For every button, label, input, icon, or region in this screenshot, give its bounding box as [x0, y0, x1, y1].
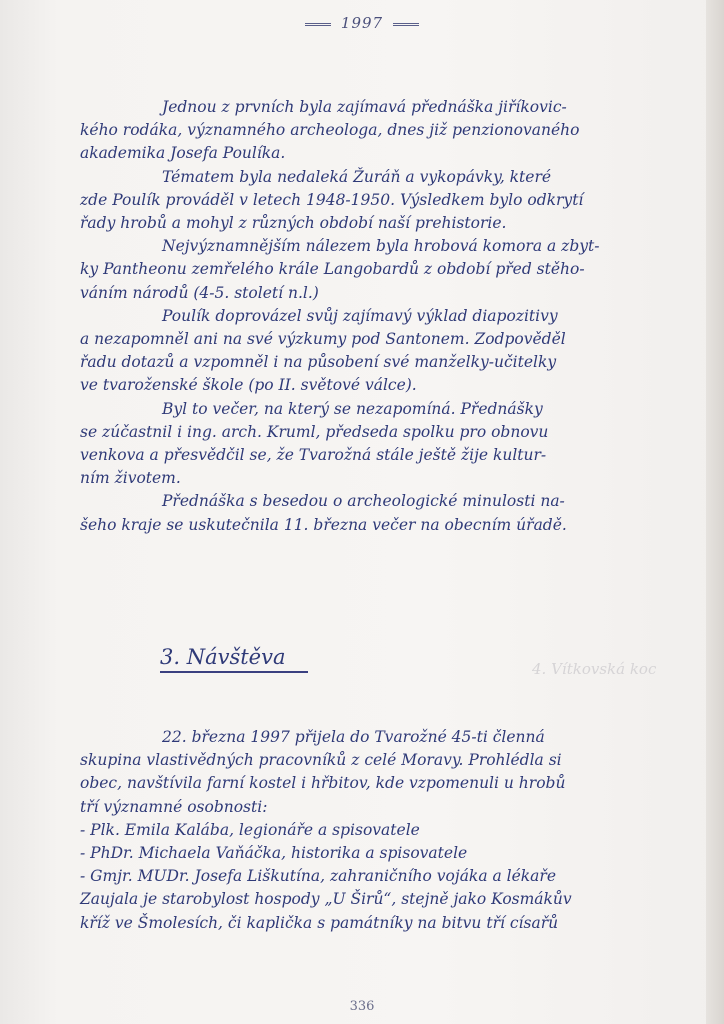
header-right-rule	[393, 23, 419, 26]
text-line: Nejvýznamnějším nálezem byla hrobová komora a zbyt-	[162, 237, 600, 256]
text-line: řady hrobů a mohyl z různých období naší prehistorie.	[80, 214, 507, 233]
text-line: Zaujala je starobylost hospody „U Širů“, stejně jako Kosmákův	[80, 890, 572, 909]
header-year: 1997	[340, 14, 384, 32]
text-line: ve tvaroženské škole (po II. světové válce).	[80, 376, 417, 395]
text-line: váním národů (4-5. století n.l.)	[80, 283, 319, 302]
text-line: řadu dotazů a vzpomněl i na působení své manželky-učitelky	[80, 353, 557, 372]
list-item: - PhDr. Michaela Vaňáčka, historika a spisovatele	[80, 844, 468, 863]
text-line: kého rodáka, významného archeologa, dnes již penzionovaného	[80, 121, 580, 140]
text-line: venkova a přesvědčil se, že Tvarožná stále ještě žije kultur-	[80, 446, 547, 465]
section-heading-text: 3. Návštěva	[160, 645, 286, 669]
text-line: obec, navštívila farní kostel i hřbitov, kde vzpomenuli u hrobů	[80, 774, 566, 793]
lecture-section	[80, 96, 690, 537]
text-line: akademika Josefa Poulíka.	[80, 144, 286, 163]
bleed-through-text: 4. Vítkovská koc	[532, 660, 657, 678]
text-line: šeho kraje se uskutečnila 11. března večer na obecním úřadě.	[80, 515, 567, 534]
text-line: Byl to večer, na který se nezapomíná. Přednášky	[162, 399, 543, 418]
heading-underline	[160, 671, 308, 673]
text-line: ky Pantheonu zemřelého krále Langobardů z období před stěho-	[80, 260, 585, 279]
section-heading	[160, 645, 308, 673]
text-line: ním životem.	[80, 469, 181, 488]
list-item: - Gmjr. MUDr. Josefa Liškutína, zahraničního vojáka a lékaře	[80, 867, 557, 886]
text-line: tří významné osobnosti:	[80, 797, 268, 816]
text-line: Přednáška s besedou o archeologické minulosti na-	[162, 492, 565, 511]
page-header	[0, 14, 724, 32]
text-line: Tématem byla nedaleká Žuráň a vykopávky, které	[162, 167, 552, 186]
book-spine-shadow	[706, 0, 724, 1024]
page-number: 336	[349, 999, 375, 1014]
text-line: Poulík doprovázel svůj zajímavý výklad diapozitivy	[162, 306, 558, 325]
text-line: kříž ve Šmolesích, či kaplička s památníky na bitvu tří císařů	[80, 913, 559, 932]
text-line: a nezapomněl ani na své výzkumy pod Santonem. Zodpověděl	[80, 330, 566, 349]
text-line: skupina vlastivědných pracovníků z celé Moravy. Prohlédla si	[80, 751, 562, 770]
header-left-rule	[305, 23, 331, 26]
text-line: Jednou z prvních byla zajímavá přednáška jiříkovic-	[162, 98, 567, 116]
text-line: 22. března 1997 přijela do Tvarožné 45-ti členná	[162, 728, 545, 746]
visit-section	[80, 726, 690, 935]
text-line: zde Poulík prováděl v letech 1948-1950. Výsledkem bylo odkrytí	[80, 190, 584, 209]
list-item: - Plk. Emila Kalába, legionáře a spisovatele	[80, 820, 420, 839]
text-line: se zúčastnil i ing. arch. Kruml, předseda spolku pro obnovu	[80, 422, 549, 441]
